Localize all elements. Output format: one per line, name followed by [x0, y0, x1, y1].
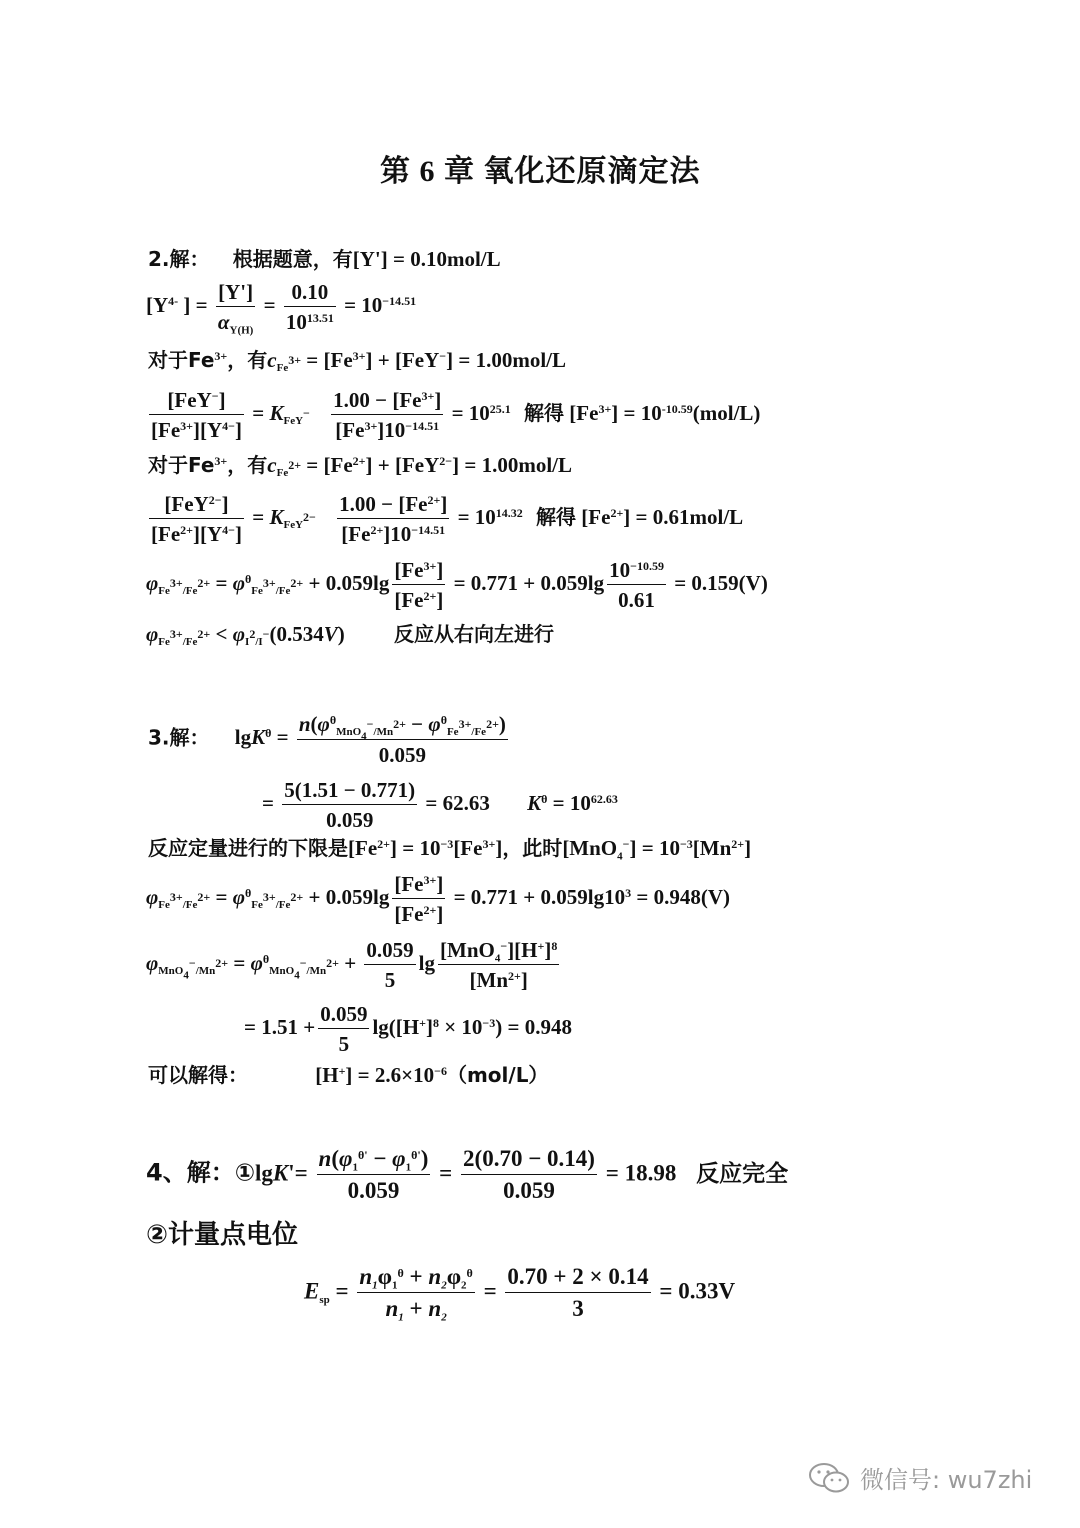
p3-solve: 可以解得： $[H^+] = 2.6\times 10^{-6}(mol/L)$: [148, 1063, 549, 1087]
p2-head: 2.解：: [148, 247, 210, 271]
p4-lgk-equation: 4、解：①lgK'= $\frac{n(\varphi_1^{\theta'} - \varphi_1^{\theta'})}{0.059}$ = $\frac{2(0.70 - 0.14)}{0.059}$ = 18.98 反应完全: [146, 1146, 789, 1204]
p2-k-fey-equation: $\frac{[FeY^-]}{[Fe^{3+}][Y^{4-}]}$ = $K_{FeY^-}$ $\frac{1.00 - [Fe^{3+}]}{[Fe^{3+}]10^{-14.51}}$ = $10^{25.1}$ 解得 $[Fe^{3+}] = 10^{-10.59}(mol/L)$: [151, 388, 761, 443]
p4-esp-equation: $E_{sp}$ = $\frac{n_1\varphi_1^\theta + n_2\varphi_2^\theta}{n_1 + n_2}$ = $\frac{0.70 + 2 \times 0.14}{3}$ = 0.33V: [304, 1264, 736, 1324]
p2-fe2-total: 对于$Fe^{3+}$，有$c_{Fe^{2+}} = [Fe^{2+}] + [FeY^{2-}] = 1.00mol/L$: [148, 453, 573, 480]
p2-fe3-total: 对于$Fe^{3+}$，有$c_{Fe^{3+}} = [Fe^{3+}] + [FeY^-] = 1.00mol/L$: [148, 348, 567, 375]
p3-lgk-result: = $\frac{5(1.51 - 0.771)}{0.059}$ = 62.63 $K^\theta = 10^{62.63}$: [262, 778, 618, 833]
p3-phi-fe: $\varphi_{Fe^{3+}/Fe^{2+}} = \varphi^\theta_{Fe^{3+}/Fe^{2+}} + 0.059\lg$ $\frac{[Fe^{3+}]}{[Fe^{2+}]}$ = $0.771 + 0.059\lg 10^3 = 0.948(V)$: [146, 872, 730, 927]
wechat-icon: [808, 1461, 852, 1495]
p2-intro: 根据题意，有: [232, 247, 353, 271]
p2-y4-equation: [$Y^{4-}$ ] = $\frac{[Y']}{\alpha_{Y(H)}}$ = $\frac{0.10}{10^{13.51}}$ = $10^{-14.51}$: [146, 280, 417, 337]
p2-y-value: [Y'] = 0.10mol/L: [352, 247, 501, 271]
p2-compare: $\varphi_{Fe^{3+}/Fe^{2+}} < \varphi_{I^2/I^-}(0.534V)$ 反应从右向左进行: [146, 622, 555, 649]
p2-line-intro: [148, 249, 501, 270]
p3-lgk-equation: 3.解： lgK$^\theta$ = $\frac{n(\varphi^\theta_{MnO_4^-/Mn^{2+}} - \varphi^\theta_{Fe^{3+}/Fe^{2+}})}{0.059}$: [148, 712, 506, 767]
p3-lower-limit: 反应定量进行的下限是$[Fe^{2+}] = 10^{-3}[Fe^{3+}]$，此时$[MnO_4^-] = 10^{-3}[Mn^{2+}]$: [148, 836, 752, 863]
watermark: [808, 1460, 1032, 1495]
watermark-text: 微信号: wu7zhi: [860, 1466, 1033, 1494]
p3-phi-mn: $\varphi_{MnO_4^-/Mn^{2+}} = \varphi^\theta_{MnO_4^-/Mn^{2+}}$ + $\frac{0.059}{5}$ lg $\frac{[MnO_4^-][H^+]^8}{[Mn^{2+}]}$: [146, 938, 558, 993]
p3-phi-mn-result: = 1.51 + $\frac{0.059}{5}$ $\lg([H^+]^8 \times 10^{-3}) = 0.948$: [244, 1002, 572, 1057]
p2-phi-equation: $\varphi_{Fe^{3+}/Fe^{2+}} = \varphi^\theta_{Fe^{3+}/Fe^{2+}} + 0.059\lg$ $\frac{[Fe^{3+}]}{[Fe^{2+}]}$ = 0.771 + 0.059lg $\frac{10^{-10.59}}{0.61}$ = 0.159(V): [146, 558, 768, 613]
p2-k-fey2-equation: $\frac{[FeY^{2-}]}{[Fe^{2+}][Y^{4-}]}$ = $K_{FeY^{2-}}$ $\frac{1.00 - [Fe^{2+}]}{[Fe^{2+}]10^{-14.51}}$ = $10^{14.32}$ 解得 $[Fe^{2+}] = 0.61mol/L$: [151, 492, 744, 547]
p4-sp-title: ②计量点电位: [146, 1220, 299, 1250]
page-title: 第 6 章 氧化还原滴定法: [380, 155, 701, 188]
